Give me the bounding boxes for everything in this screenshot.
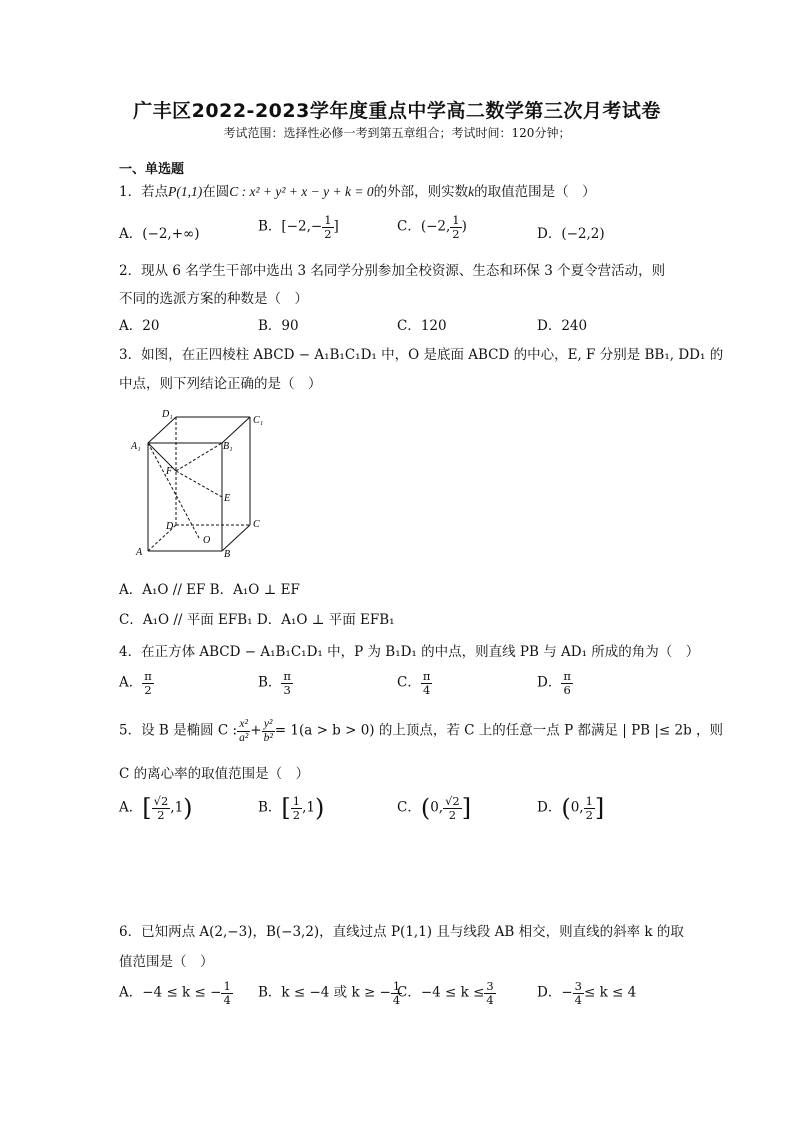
label-a: A [136, 547, 143, 558]
edge-a1-d1 [148, 417, 176, 443]
edge-b-c [222, 525, 250, 551]
q1-option-a[interactable]: A．(−2,+∞) [119, 226, 200, 242]
q1-option-b[interactable]: B．[−2,− $\frac{1}{2}$ ] [258, 213, 339, 241]
label-c1: C₁ [253, 415, 264, 426]
label-d: D [166, 521, 174, 532]
exam-info: 考试范围：选择性必修一考到第五章组合；考试时间：120分钟； [223, 126, 571, 140]
segment-f-e [176, 471, 222, 497]
q5-option-d[interactable]: D．(0, $\frac{1}{2}$ ] [537, 793, 605, 822]
q2-option-a[interactable]: A．20 [119, 318, 160, 334]
q6-option-a[interactable]: A．−4 ≤ k ≤ − $\frac{1}{4}$ [119, 979, 231, 1007]
q4-option-c[interactable]: C． $\frac{\pi}{4}$ [397, 669, 431, 697]
q4-option-b[interactable]: B． $\frac{\pi}{3}$ [258, 669, 291, 697]
q2-option-d[interactable]: D．240 [537, 318, 588, 334]
label-b: B [224, 549, 231, 560]
q2-option-b[interactable]: B．90 [258, 318, 299, 334]
q2-stem-line2: 不同的选派方案的种数是（ ） [119, 291, 308, 307]
q5-stem-line2: C 的离心率的取值范围是（ ） [119, 766, 310, 782]
q3-options-cd[interactable]: C．A₁O // 平面 EFB₁ D．A₁O ⊥ 平面 EFB₁ [119, 612, 395, 628]
q3-options-ab[interactable]: A．A₁O // EF B．A₁O ⊥ EF [119, 582, 300, 598]
prism-figure [126, 405, 276, 565]
q3-stem-line1: 3．如图，在正四棱柱 ABCD − A₁B₁C₁D₁ 中，O 是底面 ABCD 的中心，E, F 分别是 BB₁, DD₁ 的 [119, 347, 724, 363]
q5-option-c[interactable]: C．(0, $\frac{√2}{2}$ ] [397, 793, 472, 822]
q4-option-d[interactable]: D． $\frac{\pi}{6}$ [537, 669, 571, 697]
q5-option-b[interactable]: B．[ $\frac{1}{2}$ ,1) [258, 793, 325, 822]
edge-b1-c1 [222, 417, 250, 443]
q2-stem-line1: 2．现从 6 名学生干部中选出 3 名同学分别参加全校资源、生态和环保 3 个夏令营活动，则 [119, 263, 666, 279]
section-heading: 一、单选题 [119, 162, 185, 177]
q1-option-d[interactable]: D．(−2,2) [537, 226, 605, 242]
label-b1: B₁ [223, 441, 233, 452]
q4-option-a[interactable]: A． $\frac{\pi}{2}$ [119, 669, 152, 697]
label-o: O [203, 535, 211, 546]
page-title: 广丰区2022-2023学年度重点中学高二数学第三次月考试卷 [133, 100, 661, 122]
label-d1: D₁ [162, 409, 173, 420]
q6-option-c[interactable]: C．−4 ≤ k ≤ $\frac{3}{4}$ [397, 979, 494, 1007]
q1-option-c[interactable]: C．(−2, $\frac{1}{2}$ ) [397, 213, 467, 241]
q3-stem-line2: 中点，则下列结论正确的是（ ） [119, 376, 322, 392]
q6-stem-line2: 值范围是（ ） [119, 954, 214, 970]
label-a1: A₁ [131, 441, 141, 452]
label-c: C [253, 519, 260, 530]
q6-option-b[interactable]: B．k ≤ −4 或 k ≥ − $\frac{1}{4}$ [258, 979, 401, 1007]
segment-f-b1 [176, 443, 222, 471]
q6-option-d[interactable]: D．− $\frac{3}{4}$ ≤ k ≤ 4 [537, 979, 637, 1007]
q4-stem: 4．在正方体 ABCD − A₁B₁C₁D₁ 中，P 为 B₁D₁ 的中点，则直线 PB 与 AD₁ 所成的角为（ ） [119, 644, 700, 660]
label-e: E [224, 493, 231, 504]
label-f: F [166, 466, 173, 477]
q6-stem-line1: 6．已知两点 A(2,−3)，B(−3,2)，直线过点 P(1,1) 且与线段 AB 相交，则直线的斜率 k 的取 [119, 924, 684, 940]
q5-option-a[interactable]: A．[ $\frac{√2}{2}$ ,1) [119, 793, 193, 822]
q2-option-c[interactable]: C．120 [397, 318, 447, 334]
q1-stem: 1．若点P(1,1)在圆C : x² + y² + x − y + k = 0的外部，则实数k的取值范围是（ ） [119, 184, 596, 200]
segment-a1-o [148, 443, 199, 538]
q5-stem-line1: 5．设 B 是椭圆 C : $\frac{\text{x²}}{\text{a²}}$ + $\frac{\text{y²}}{\text{b²}}$ = 1(a > b > 0) 的上顶点，若 C 上的任意一点 P 都满足 | PB |≤ 2b ，则 [119, 718, 724, 744]
